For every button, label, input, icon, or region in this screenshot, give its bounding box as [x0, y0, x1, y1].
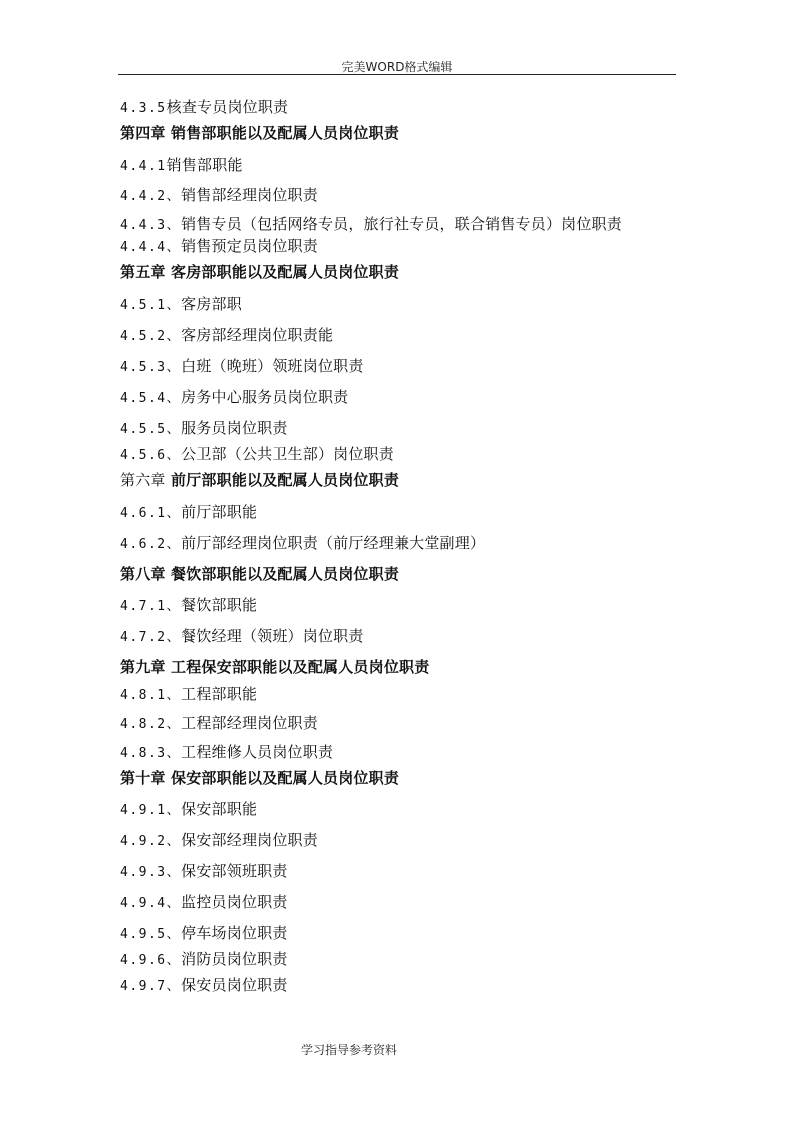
toc-item — [120, 534, 485, 554]
toc-item-number: 4.9.7、 — [120, 979, 182, 994]
chapter-heading: 第五章 客房部职能以及配属人员岗位职责 — [120, 263, 400, 281]
chapter-title: 前厅部职能以及配属人员岗位职责 — [165, 471, 400, 489]
toc-item-number: 4.9.3、 — [120, 865, 182, 880]
toc-item-number: 4.5.4、 — [120, 391, 182, 406]
toc-item-title: 监控员岗位职责 — [181, 893, 288, 911]
toc-item-title: 销售专员（包括网络专员，旅行社专员，联合销售专员）岗位职责 — [181, 215, 622, 233]
toc-item — [120, 237, 318, 257]
toc-item-title: 工程部职能 — [181, 685, 258, 703]
toc-item-title: 白班（晚班）领班岗位职责 — [181, 357, 364, 375]
toc-item — [120, 596, 257, 616]
toc-item — [120, 862, 288, 882]
toc-item-number: 4.7.1、 — [120, 599, 182, 614]
toc-item-number: 4.3.5 — [120, 101, 167, 116]
chapter-heading: 第四章 销售部职能以及配属人员岗位职责 — [120, 124, 400, 142]
toc-item-title: 前厅部职能 — [181, 503, 258, 521]
toc-item-number: 4.9.5、 — [120, 927, 182, 942]
toc-item — [120, 800, 257, 820]
toc-item-number: 4.9.1、 — [120, 803, 182, 818]
toc-item — [120, 714, 318, 734]
toc-item-title: 消防员岗位职责 — [181, 950, 288, 968]
toc-item-number: 4.5.6、 — [120, 448, 182, 463]
toc-item — [120, 295, 242, 315]
toc-item-number: 4.6.1、 — [120, 506, 182, 521]
toc-item — [120, 893, 288, 913]
toc-item-title: 工程部经理岗位职责 — [181, 714, 318, 732]
toc-item — [120, 388, 348, 408]
toc-item — [120, 627, 364, 647]
toc-item — [120, 357, 364, 377]
toc-item-number: 4.6.2、 — [120, 537, 182, 552]
chapter-heading: 第九章 工程保安部职能以及配属人员岗位职责 — [120, 658, 430, 676]
toc-item-title: 保安部领班职责 — [181, 862, 288, 880]
toc-item-number: 4.8.2、 — [120, 717, 182, 732]
toc-item-title: 房务中心服务员岗位职责 — [181, 388, 349, 406]
toc-item-title: 服务员岗位职责 — [181, 419, 288, 437]
toc-item-number: 4.4.3、 — [120, 218, 182, 233]
page-header: 完美WORD格式编辑 — [118, 58, 676, 75]
toc-item — [120, 503, 257, 523]
toc-item-number: 4.4.1 — [120, 159, 167, 174]
toc-item-title: 保安部经理岗位职责 — [181, 831, 318, 849]
toc-item — [120, 326, 333, 346]
toc-item-title: 销售预定员岗位职责 — [181, 237, 318, 255]
toc-item-title: 工程维修人员岗位职责 — [181, 743, 334, 761]
toc-item-number: 4.5.2、 — [120, 329, 182, 344]
toc-item-number: 4.9.2、 — [120, 834, 182, 849]
toc-item — [120, 685, 257, 705]
toc-item-title: 销售部经理岗位职责 — [181, 186, 318, 204]
toc-item-title: 销售部职能 — [166, 156, 243, 174]
toc-item — [120, 98, 288, 118]
toc-item — [120, 156, 243, 176]
toc-item-title: 客房部职 — [181, 295, 242, 313]
toc-item — [120, 186, 318, 206]
toc-item-number: 4.5.5、 — [120, 422, 182, 437]
toc-item-title: 餐饮部职能 — [181, 596, 258, 614]
toc-item — [120, 743, 333, 763]
toc-item-number: 4.7.2、 — [120, 630, 182, 645]
toc-item-number: 4.5.3、 — [120, 360, 182, 375]
toc-item-number: 4.4.4、 — [120, 240, 182, 255]
toc-item — [120, 215, 622, 235]
toc-item-title: 公卫部（公共卫生部）岗位职责 — [181, 445, 394, 463]
toc-item-title: 前厅部经理岗位职责（前厅经理兼大堂副理） — [181, 534, 486, 552]
toc-item — [120, 924, 288, 944]
toc-item — [120, 976, 288, 996]
toc-item — [120, 831, 318, 851]
toc-item-number: 4.8.3、 — [120, 746, 182, 761]
toc-item-title: 保安部职能 — [181, 800, 258, 818]
toc-item — [120, 950, 288, 970]
chapter-heading: 第十章 保安部职能以及配属人员岗位职责 — [120, 769, 400, 787]
toc-item — [120, 419, 288, 439]
toc-item-title: 停车场岗位职责 — [181, 924, 288, 942]
chapter-heading — [120, 471, 399, 489]
toc-item-title: 餐饮经理（领班）岗位职责 — [181, 627, 364, 645]
toc-item-number: 4.8.1、 — [120, 688, 182, 703]
toc-item-number: 4.4.2、 — [120, 189, 182, 204]
page-footer: 学习指导参考资料 — [300, 1043, 397, 1057]
toc-item-title: 核查专员岗位职责 — [166, 98, 289, 116]
toc-item-number: 4.9.6、 — [120, 953, 182, 968]
toc-item-title: 保安员岗位职责 — [181, 976, 288, 994]
chapter-heading: 第八章 餐饮部职能以及配属人员岗位职责 — [120, 565, 400, 583]
toc-item — [120, 445, 394, 465]
toc-item-number: 4.9.4、 — [120, 896, 182, 911]
chapter-number: 第六章 — [120, 471, 166, 489]
toc-item-number: 4.5.1、 — [120, 298, 182, 313]
toc-item-title: 客房部经理岗位职责能 — [181, 326, 334, 344]
